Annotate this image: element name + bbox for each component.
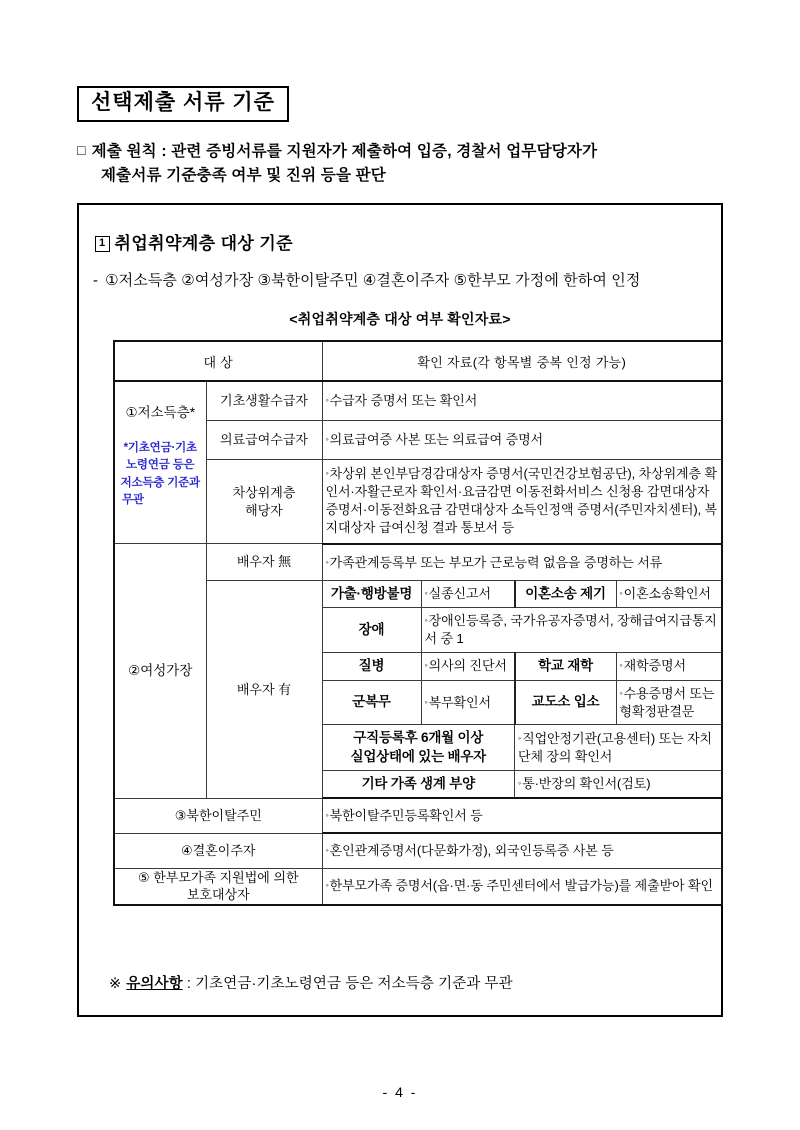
doc-doctor-diagnosis: ◦ 의사의 진단서 (421, 653, 515, 680)
spouse-yes-row (323, 581, 722, 608)
dash-marker: - (93, 272, 99, 289)
spouse-yes-row (323, 608, 722, 653)
cell-basic-livelihood-recipient: 기초생활수급자 (206, 381, 322, 421)
footnote-text: : 기초연금·기초노령연금 등은 저소득층 기준과 무관 (182, 976, 513, 992)
principle-line-2: 제출서류 기준충족 여부 및 진위 등을 판단 (101, 167, 386, 185)
document-title-box (77, 86, 289, 122)
key-school-enrollment: 학교 재학 (515, 653, 617, 680)
cell-single-parent-label: ⑤ 한부모가족 지원법에 의한 보호대상자 (114, 868, 322, 905)
doc-disability: ◦ 장애인등록증, 국가유공자증명서, 장해급여지급통지서 중 1 (421, 608, 721, 653)
section-title-text: 취업취약계층 대상 기준 (114, 234, 293, 253)
key-military-service: 군복무 (323, 680, 422, 725)
cell-spouse-none-label: 배우자 無 (206, 544, 322, 581)
female-head-label: ②여성가장 (128, 662, 193, 678)
page-title: 선택제출 서류 기준 (91, 91, 275, 114)
cell-low-income-label (114, 381, 206, 544)
cell-medical-benefit-doc: ◦ 의료급여증 사본 또는 의료급여 증명서 (322, 421, 722, 460)
doc-enrollment-certificate: ◦ 재학증명서 (616, 653, 721, 680)
doc-service-confirm: ◦ 복무확인서 (421, 680, 515, 725)
cell-near-poor-doc: ◦ 차상위 본인부담경감대상자 증명서(국민건강보험공단), 차상위계층 확인서·자활근로자 확인서·요금감면 이동전화서비스 신청용 감면대상자 증명서·이동전화요금 감면대상자 소득인정액 증명서(주민자치센터), 복지대상자 급여신청 결과 통보서 등 (322, 460, 722, 544)
doc-missing-report: ◦ 실종신고서 (421, 581, 515, 608)
section-bullet-line (93, 269, 640, 290)
key-long-term-unemployed: 구직등록후 6개월 이상 실업상태에 있는 배우자 (323, 725, 515, 770)
spouse-yes-table (323, 581, 722, 797)
cell-marriage-migrant-doc: ◦ 혼인관계증명서(다문화가정), 외국인등록증 사본 등 (322, 833, 722, 868)
reference-mark-icon: ※ (109, 976, 122, 992)
doc-detention-certificate: ◦ 수용증명서 또는 형확정판결문 (616, 680, 721, 725)
section-bullet-text: ①저소득층 ②여성가장 ③북한이탈주민 ④결혼이주자 ⑤한부모 가정에 한하여 인정 (105, 272, 641, 289)
spouse-yes-row (323, 770, 722, 797)
page-number: - 4 - (382, 1084, 418, 1100)
cell-single-parent-doc: ◦ 한부모가족 증명서(읍·면·동 주민센터에서 발급가능)를 제출받아 확인 (322, 868, 722, 905)
principle-line-1: 제출 원칙 : 관련 증빙서류를 지원자가 제출하여 입증, 경찰서 업무담당자가 (91, 143, 598, 160)
criteria-table (113, 340, 723, 906)
cell-spouse-yes-label: 배우자 有 (206, 581, 322, 798)
doc-neighborhood-chief-confirm: ◦ 통·반장의 확인서(검토) (515, 770, 722, 797)
cell-basic-livelihood-doc: ◦ 수급자 증명서 또는 확인서 (322, 381, 722, 421)
key-runaway: 가출·행방불명 (323, 581, 422, 608)
header-evidence: 확인 자료(각 항목별 중복 인정 가능) (322, 341, 722, 381)
key-other-family-support: 기타 가족 생계 부양 (323, 770, 515, 797)
low-income-blue-note: *기초연금·기초 노령연금 등은 저소득층 기준과 무관 (120, 442, 200, 506)
cell-defector-label: ③북한이탈주민 (114, 798, 322, 833)
table-row (114, 581, 722, 798)
spouse-yes-row (323, 725, 722, 770)
cell-spouse-yes-grid (322, 581, 722, 798)
header-target: 대 상 (114, 341, 322, 381)
spouse-yes-row (323, 653, 722, 680)
section-heading (95, 229, 293, 254)
low-income-label: ①저소득층* (125, 405, 196, 420)
doc-divorce-confirm: ◦ 이혼소송확인서 (616, 581, 721, 608)
section-number-box: 1 (95, 236, 110, 252)
square-bullet-icon: □ (77, 142, 86, 158)
doc-employment-agency-confirm: ◦ 직업안정기관(고용센터) 또는 자치단체 장의 확인서 (515, 725, 722, 770)
table-row (114, 798, 722, 833)
key-disability: 장애 (323, 608, 422, 653)
table-row (114, 833, 722, 868)
key-divorce-suit: 이혼소송 제기 (515, 581, 617, 608)
key-illness: 질병 (323, 653, 422, 680)
table-row (114, 421, 722, 460)
spouse-yes-row (323, 680, 722, 725)
footnote-label: 유의사항 (126, 976, 183, 992)
table-row (114, 544, 722, 581)
cell-medical-benefit-recipient: 의료급여수급자 (206, 421, 322, 460)
cell-defector-doc: ◦ 북한이탈주민등록확인서 등 (322, 798, 722, 833)
table-header-row (114, 341, 722, 381)
submission-principle (77, 140, 767, 188)
cell-marriage-migrant-label: ④결혼이주자 (114, 833, 322, 868)
table-row (114, 381, 722, 421)
cell-near-poor-label: 차상위계층 해당자 (206, 460, 322, 544)
table-row (114, 460, 722, 544)
footnote (109, 972, 513, 993)
key-prison-admission: 교도소 입소 (515, 680, 617, 725)
cell-female-head-label (114, 544, 206, 798)
table-caption: <취업취약계층 대상 여부 확인자료> (289, 311, 511, 327)
criteria-frame (77, 203, 723, 1017)
cell-spouse-none-doc: ◦ 가족관계등록부 또는 부모가 근로능력 없음을 증명하는 서류 (322, 544, 722, 581)
table-row (114, 868, 722, 905)
